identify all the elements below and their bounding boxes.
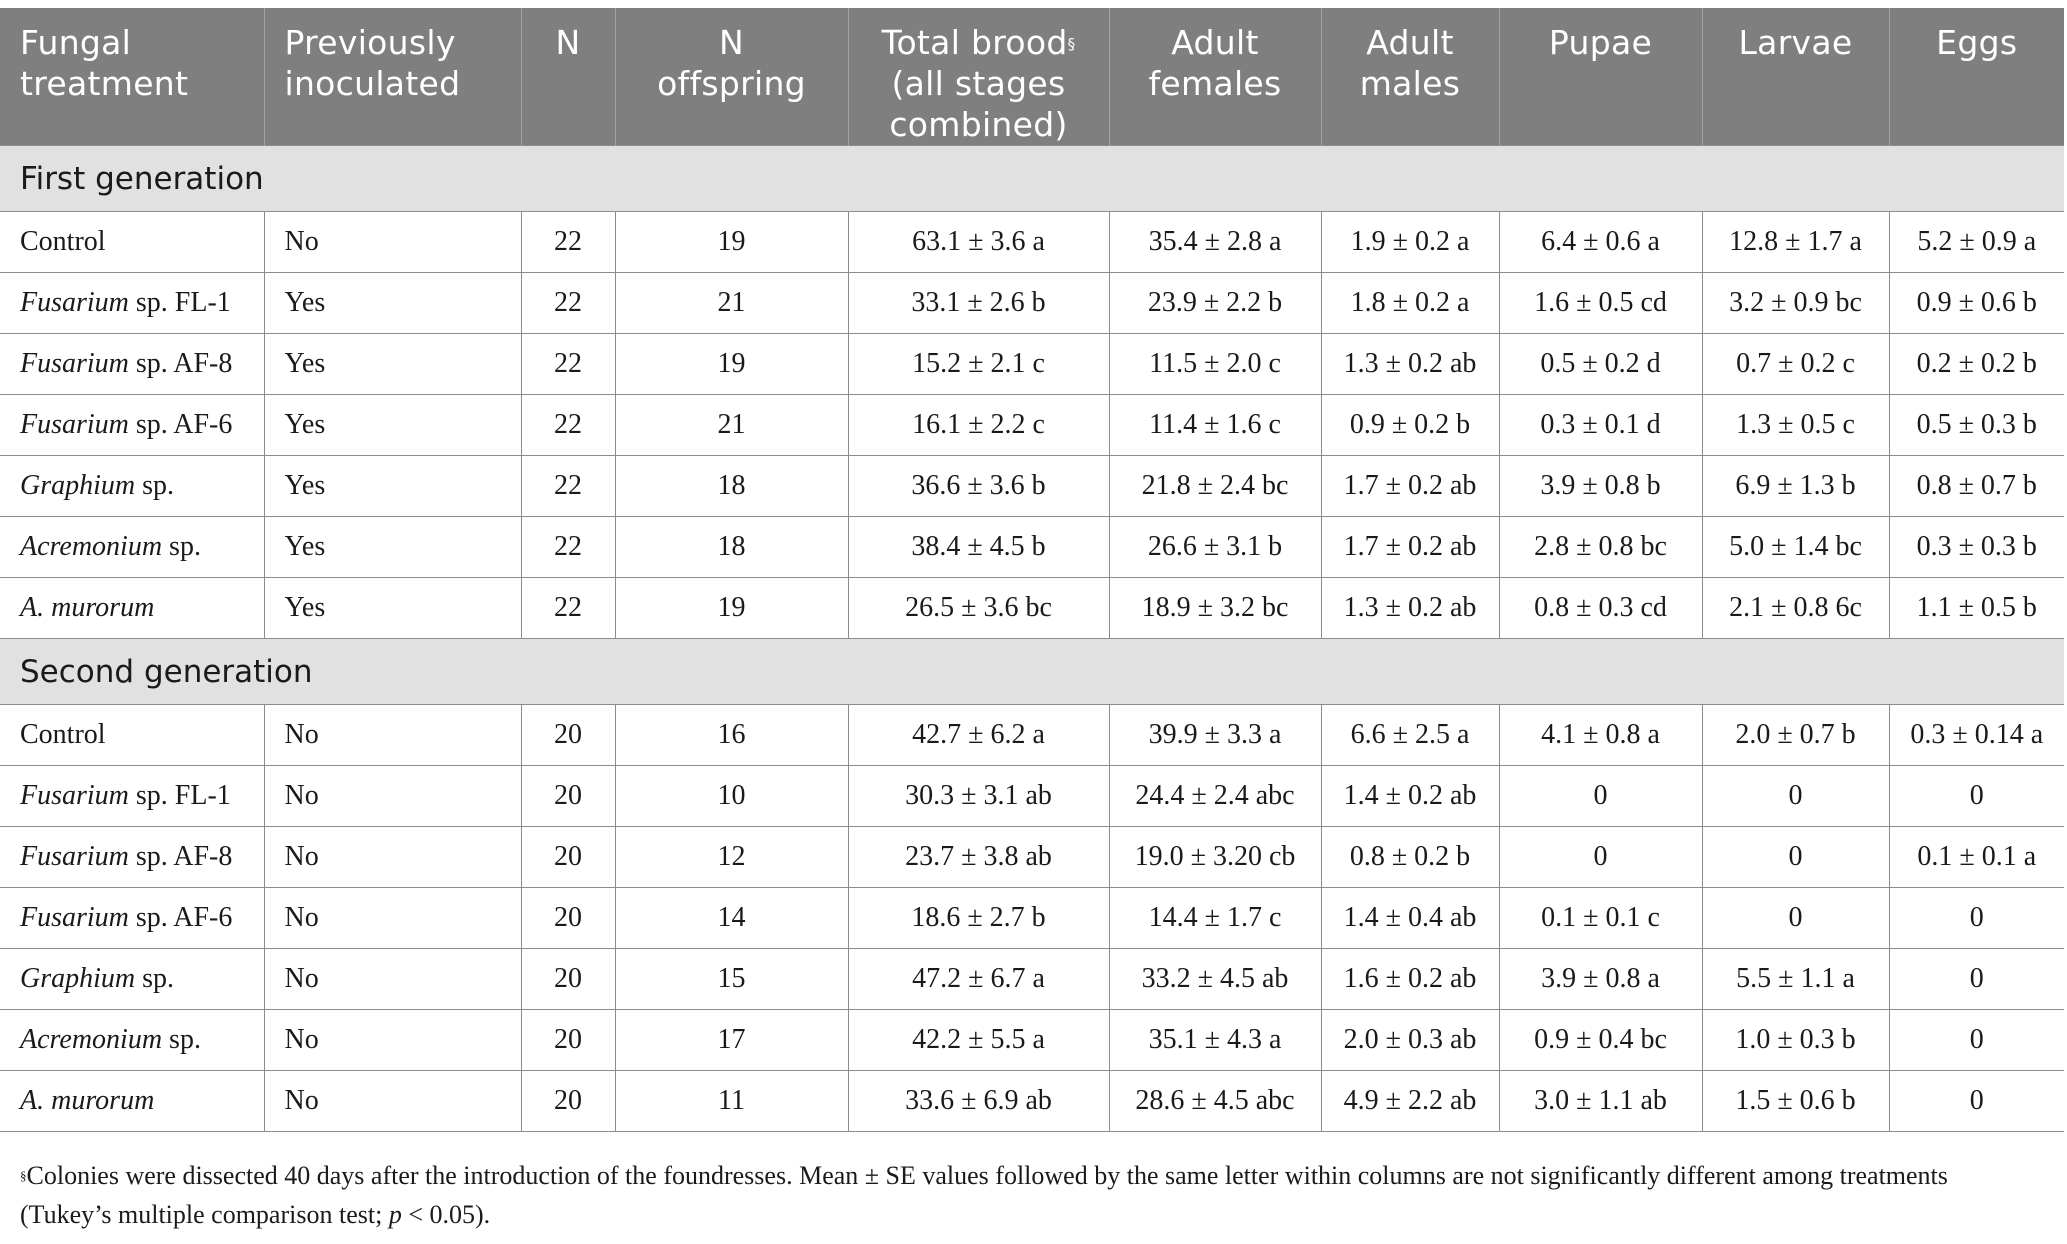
n-offspring-cell: 12 bbox=[615, 827, 848, 888]
treatment-rest: sp. AF-8 bbox=[128, 348, 233, 379]
previously-inoculated-cell: No bbox=[264, 212, 521, 273]
previously-inoculated-cell: Yes bbox=[264, 273, 521, 334]
column-header bbox=[848, 8, 1109, 146]
n-offspring-cell: 18 bbox=[615, 517, 848, 578]
eggs-cell: 0 bbox=[1889, 949, 2064, 1010]
pupae-cell: 2.8 ± 0.8 bc bbox=[1499, 517, 1702, 578]
previously-inoculated-cell: Yes bbox=[264, 334, 521, 395]
eggs-cell: 5.2 ± 0.9 a bbox=[1889, 212, 2064, 273]
n-offspring-cell: 14 bbox=[615, 888, 848, 949]
eggs-cell: 0 bbox=[1889, 766, 2064, 827]
n-offspring-cell: 15 bbox=[615, 949, 848, 1010]
n-cell: 20 bbox=[521, 766, 615, 827]
adult-females-cell: 18.9 ± 3.2 bc bbox=[1109, 578, 1321, 639]
column-header-line: Adult bbox=[1171, 23, 1259, 62]
adult-males-cell: 1.6 ± 0.2 ab bbox=[1321, 949, 1499, 1010]
column-header-line: Larvae bbox=[1738, 23, 1853, 62]
fungal-treatment-cell bbox=[0, 766, 264, 827]
table-row bbox=[0, 949, 2064, 1010]
adult-females-cell: 23.9 ± 2.2 b bbox=[1109, 273, 1321, 334]
pupae-cell: 6.4 ± 0.6 a bbox=[1499, 212, 1702, 273]
larvae-cell: 0.7 ± 0.2 c bbox=[1702, 334, 1889, 395]
brood-results-table bbox=[0, 8, 2064, 1132]
treatment-rest: sp. bbox=[135, 470, 175, 501]
n-cell: 22 bbox=[521, 212, 615, 273]
n-offspring-cell: 18 bbox=[615, 456, 848, 517]
fungal-treatment-cell bbox=[0, 827, 264, 888]
n-cell: 22 bbox=[521, 456, 615, 517]
pupae-cell: 0 bbox=[1499, 827, 1702, 888]
column-header-line: Adult bbox=[1366, 23, 1454, 62]
table-row bbox=[0, 395, 2064, 456]
total-brood-cell: 36.6 ± 3.6 b bbox=[848, 456, 1109, 517]
pupae-cell: 3.0 ± 1.1 ab bbox=[1499, 1071, 1702, 1132]
adult-males-cell: 1.3 ± 0.2 ab bbox=[1321, 334, 1499, 395]
table-row bbox=[0, 888, 2064, 949]
adult-females-cell: 11.5 ± 2.0 c bbox=[1109, 334, 1321, 395]
larvae-cell: 0 bbox=[1702, 888, 1889, 949]
column-header-line: Fungal bbox=[20, 23, 132, 62]
table-row bbox=[0, 578, 2064, 639]
table-row bbox=[0, 212, 2064, 273]
treatment-genus: Acremonium bbox=[20, 1024, 163, 1055]
treatment-genus: Fusarium bbox=[20, 287, 129, 318]
treatment-rest: sp. AF-8 bbox=[128, 841, 233, 872]
n-offspring-cell: 19 bbox=[615, 334, 848, 395]
pupae-cell: 4.1 ± 0.8 a bbox=[1499, 705, 1702, 766]
pupae-cell: 0 bbox=[1499, 766, 1702, 827]
n-offspring-cell: 21 bbox=[615, 273, 848, 334]
table-row bbox=[0, 827, 2064, 888]
treatment-genus: Fusarium bbox=[20, 841, 129, 872]
column-header-line: combined) bbox=[889, 105, 1068, 144]
previously-inoculated-cell: No bbox=[264, 949, 521, 1010]
fungal-treatment-cell bbox=[0, 273, 264, 334]
column-header-line: females bbox=[1148, 64, 1282, 103]
treatment-rest: Control bbox=[20, 226, 106, 257]
n-cell: 20 bbox=[521, 949, 615, 1010]
table-row bbox=[0, 334, 2064, 395]
total-brood-cell: 16.1 ± 2.2 c bbox=[848, 395, 1109, 456]
previously-inoculated-cell: No bbox=[264, 1071, 521, 1132]
eggs-cell: 0 bbox=[1889, 1010, 2064, 1071]
treatment-genus: Acremonium bbox=[20, 531, 163, 562]
previously-inoculated-cell: No bbox=[264, 766, 521, 827]
total-brood-cell: 30.3 ± 3.1 ab bbox=[848, 766, 1109, 827]
column-header-line: (all stages bbox=[891, 64, 1066, 103]
column-header-line: Eggs bbox=[1936, 23, 2018, 62]
eggs-cell: 0 bbox=[1889, 1071, 2064, 1132]
fungal-treatment-cell bbox=[0, 949, 264, 1010]
column-header-line: Total brood bbox=[881, 23, 1068, 62]
pupae-cell: 3.9 ± 0.8 b bbox=[1499, 456, 1702, 517]
previously-inoculated-cell: No bbox=[264, 827, 521, 888]
adult-males-cell: 1.4 ± 0.2 ab bbox=[1321, 766, 1499, 827]
adult-females-cell: 26.6 ± 3.1 b bbox=[1109, 517, 1321, 578]
section-title: Second generation bbox=[0, 639, 2064, 705]
treatment-rest: sp. bbox=[162, 1024, 201, 1055]
larvae-cell: 12.8 ± 1.7 a bbox=[1702, 212, 1889, 273]
pupae-cell: 0.8 ± 0.3 cd bbox=[1499, 578, 1702, 639]
adult-males-cell: 0.8 ± 0.2 b bbox=[1321, 827, 1499, 888]
treatment-rest: sp. FL-1 bbox=[128, 287, 231, 318]
larvae-cell: 5.0 ± 1.4 bc bbox=[1702, 517, 1889, 578]
treatment-rest: sp. bbox=[135, 963, 175, 994]
pupae-cell: 0.3 ± 0.1 d bbox=[1499, 395, 1702, 456]
pupae-cell: 3.9 ± 0.8 a bbox=[1499, 949, 1702, 1010]
n-cell: 22 bbox=[521, 578, 615, 639]
fungal-treatment-cell bbox=[0, 212, 264, 273]
n-offspring-cell: 11 bbox=[615, 1071, 848, 1132]
total-brood-cell: 33.1 ± 2.6 b bbox=[848, 273, 1109, 334]
column-header bbox=[521, 8, 615, 146]
adult-males-cell: 4.9 ± 2.2 ab bbox=[1321, 1071, 1499, 1132]
adult-males-cell: 2.0 ± 0.3 ab bbox=[1321, 1010, 1499, 1071]
treatment-genus: A. murorum bbox=[20, 1085, 155, 1116]
eggs-cell: 0.3 ± 0.14 a bbox=[1889, 705, 2064, 766]
adult-females-cell: 35.4 ± 2.8 a bbox=[1109, 212, 1321, 273]
eggs-cell: 0.8 ± 0.7 b bbox=[1889, 456, 2064, 517]
treatment-rest: sp. FL-1 bbox=[128, 780, 231, 811]
fungal-treatment-cell bbox=[0, 705, 264, 766]
treatment-rest: sp. bbox=[162, 531, 201, 562]
n-cell: 20 bbox=[521, 1010, 615, 1071]
n-offspring-cell: 17 bbox=[615, 1010, 848, 1071]
pupae-cell: 1.6 ± 0.5 cd bbox=[1499, 273, 1702, 334]
previously-inoculated-cell: No bbox=[264, 1010, 521, 1071]
adult-males-cell: 6.6 ± 2.5 a bbox=[1321, 705, 1499, 766]
adult-males-cell: 1.8 ± 0.2 a bbox=[1321, 273, 1499, 334]
table-row bbox=[0, 766, 2064, 827]
fungal-treatment-cell bbox=[0, 334, 264, 395]
header-footnote-marker: § bbox=[1067, 35, 1076, 53]
fungal-treatment-cell bbox=[0, 517, 264, 578]
previously-inoculated-cell: No bbox=[264, 888, 521, 949]
larvae-cell: 6.9 ± 1.3 b bbox=[1702, 456, 1889, 517]
larvae-cell: 0 bbox=[1702, 827, 1889, 888]
treatment-rest: sp. AF-6 bbox=[128, 902, 233, 933]
column-header-line: offspring bbox=[657, 64, 806, 103]
fungal-treatment-cell bbox=[0, 456, 264, 517]
adult-females-cell: 21.8 ± 2.4 bc bbox=[1109, 456, 1321, 517]
column-header bbox=[0, 8, 264, 146]
n-cell: 22 bbox=[521, 395, 615, 456]
eggs-cell: 0.2 ± 0.2 b bbox=[1889, 334, 2064, 395]
pupae-cell: 0.5 ± 0.2 d bbox=[1499, 334, 1702, 395]
total-brood-cell: 38.4 ± 4.5 b bbox=[848, 517, 1109, 578]
results-table-container bbox=[0, 8, 2067, 1132]
column-header bbox=[1321, 8, 1499, 146]
fungal-treatment-cell bbox=[0, 395, 264, 456]
column-header bbox=[264, 8, 521, 146]
section-header-row bbox=[0, 639, 2064, 705]
eggs-cell: 0.1 ± 0.1 a bbox=[1889, 827, 2064, 888]
fungal-treatment-cell bbox=[0, 578, 264, 639]
n-offspring-cell: 21 bbox=[615, 395, 848, 456]
larvae-cell: 0 bbox=[1702, 766, 1889, 827]
treatment-genus: Graphium bbox=[20, 963, 136, 994]
column-header-line: N bbox=[719, 23, 744, 62]
eggs-cell: 1.1 ± 0.5 b bbox=[1889, 578, 2064, 639]
table-body bbox=[0, 146, 2064, 1132]
table-row bbox=[0, 1010, 2064, 1071]
fungal-treatment-cell bbox=[0, 1071, 264, 1132]
column-header bbox=[1702, 8, 1889, 146]
column-header-line: N bbox=[555, 23, 581, 62]
previously-inoculated-cell: Yes bbox=[264, 517, 521, 578]
total-brood-cell: 63.1 ± 3.6 a bbox=[848, 212, 1109, 273]
footnote-line-1: Colonies were dissected 40 days after the introduction of the foundresses. Mean ± SE values followed by the same letter within columns are not significantly different among treatments bbox=[26, 1161, 1948, 1190]
eggs-cell: 0.9 ± 0.6 b bbox=[1889, 273, 2064, 334]
total-brood-cell: 15.2 ± 2.1 c bbox=[848, 334, 1109, 395]
footnote-line-2-prefix: (Tukey’s multiple comparison test; bbox=[20, 1200, 389, 1229]
column-header-line: inoculated bbox=[284, 64, 461, 103]
treatment-genus: Fusarium bbox=[20, 902, 129, 933]
section-title: First generation bbox=[0, 146, 2064, 212]
adult-males-cell: 1.4 ± 0.4 ab bbox=[1321, 888, 1499, 949]
n-cell: 22 bbox=[521, 273, 615, 334]
treatment-genus: Fusarium bbox=[20, 409, 129, 440]
footnote-line-2-suffix: < 0.05). bbox=[401, 1200, 491, 1229]
fungal-treatment-cell bbox=[0, 888, 264, 949]
adult-females-cell: 35.1 ± 4.3 a bbox=[1109, 1010, 1321, 1071]
total-brood-cell: 23.7 ± 3.8 ab bbox=[848, 827, 1109, 888]
footnote-p-symbol: p bbox=[388, 1200, 402, 1229]
treatment-genus: Fusarium bbox=[20, 780, 129, 811]
larvae-cell: 1.0 ± 0.3 b bbox=[1702, 1010, 1889, 1071]
larvae-cell: 2.1 ± 0.8 6c bbox=[1702, 578, 1889, 639]
total-brood-cell: 47.2 ± 6.7 a bbox=[848, 949, 1109, 1010]
column-header-line: males bbox=[1359, 64, 1461, 103]
fungal-treatment-cell bbox=[0, 1010, 264, 1071]
treatment-genus: Fusarium bbox=[20, 348, 129, 379]
adult-females-cell: 24.4 ± 2.4 abc bbox=[1109, 766, 1321, 827]
n-cell: 22 bbox=[521, 517, 615, 578]
table-row bbox=[0, 456, 2064, 517]
treatment-genus: Graphium bbox=[20, 470, 136, 501]
eggs-cell: 0.5 ± 0.3 b bbox=[1889, 395, 2064, 456]
total-brood-cell: 33.6 ± 6.9 ab bbox=[848, 1071, 1109, 1132]
adult-females-cell: 28.6 ± 4.5 abc bbox=[1109, 1071, 1321, 1132]
column-header bbox=[1499, 8, 1702, 146]
table-footnote bbox=[20, 1156, 2050, 1234]
adult-females-cell: 33.2 ± 4.5 ab bbox=[1109, 949, 1321, 1010]
adult-males-cell: 1.7 ± 0.2 ab bbox=[1321, 456, 1499, 517]
pupae-cell: 0.1 ± 0.1 c bbox=[1499, 888, 1702, 949]
larvae-cell: 5.5 ± 1.1 a bbox=[1702, 949, 1889, 1010]
adult-females-cell: 14.4 ± 1.7 c bbox=[1109, 888, 1321, 949]
table-row bbox=[0, 517, 2064, 578]
total-brood-cell: 42.7 ± 6.2 a bbox=[848, 705, 1109, 766]
n-cell: 20 bbox=[521, 827, 615, 888]
adult-males-cell: 1.3 ± 0.2 ab bbox=[1321, 578, 1499, 639]
table-header-row bbox=[0, 8, 2064, 146]
treatment-rest: sp. AF-6 bbox=[128, 409, 233, 440]
larvae-cell: 1.5 ± 0.6 b bbox=[1702, 1071, 1889, 1132]
larvae-cell: 2.0 ± 0.7 b bbox=[1702, 705, 1889, 766]
pupae-cell: 0.9 ± 0.4 bc bbox=[1499, 1010, 1702, 1071]
n-cell: 20 bbox=[521, 888, 615, 949]
section-header-row bbox=[0, 146, 2064, 212]
table-row bbox=[0, 273, 2064, 334]
footnote-symbol: § bbox=[20, 1168, 27, 1183]
adult-males-cell: 1.9 ± 0.2 a bbox=[1321, 212, 1499, 273]
n-offspring-cell: 10 bbox=[615, 766, 848, 827]
adult-females-cell: 19.0 ± 3.20 cb bbox=[1109, 827, 1321, 888]
adult-males-cell: 1.7 ± 0.2 ab bbox=[1321, 517, 1499, 578]
previously-inoculated-cell: Yes bbox=[264, 578, 521, 639]
treatment-rest: Control bbox=[20, 719, 106, 750]
total-brood-cell: 26.5 ± 3.6 bc bbox=[848, 578, 1109, 639]
previously-inoculated-cell: Yes bbox=[264, 456, 521, 517]
n-offspring-cell: 16 bbox=[615, 705, 848, 766]
eggs-cell: 0.3 ± 0.3 b bbox=[1889, 517, 2064, 578]
n-cell: 20 bbox=[521, 705, 615, 766]
n-offspring-cell: 19 bbox=[615, 578, 848, 639]
column-header-line: treatment bbox=[20, 64, 189, 103]
eggs-cell: 0 bbox=[1889, 888, 2064, 949]
n-offspring-cell: 19 bbox=[615, 212, 848, 273]
n-cell: 20 bbox=[521, 1071, 615, 1132]
n-cell: 22 bbox=[521, 334, 615, 395]
column-header-line: Pupae bbox=[1548, 23, 1653, 62]
previously-inoculated-cell: Yes bbox=[264, 395, 521, 456]
table-row bbox=[0, 705, 2064, 766]
table-row bbox=[0, 1071, 2064, 1132]
column-header bbox=[615, 8, 848, 146]
adult-females-cell: 39.9 ± 3.3 a bbox=[1109, 705, 1321, 766]
larvae-cell: 1.3 ± 0.5 c bbox=[1702, 395, 1889, 456]
column-header bbox=[1889, 8, 2064, 146]
adult-females-cell: 11.4 ± 1.6 c bbox=[1109, 395, 1321, 456]
total-brood-cell: 18.6 ± 2.7 b bbox=[848, 888, 1109, 949]
adult-males-cell: 0.9 ± 0.2 b bbox=[1321, 395, 1499, 456]
treatment-genus: A. murorum bbox=[20, 592, 155, 623]
previously-inoculated-cell: No bbox=[264, 705, 521, 766]
column-header bbox=[1109, 8, 1321, 146]
column-header-line: Previously bbox=[284, 23, 456, 62]
total-brood-cell: 42.2 ± 5.5 a bbox=[848, 1010, 1109, 1071]
larvae-cell: 3.2 ± 0.9 bc bbox=[1702, 273, 1889, 334]
